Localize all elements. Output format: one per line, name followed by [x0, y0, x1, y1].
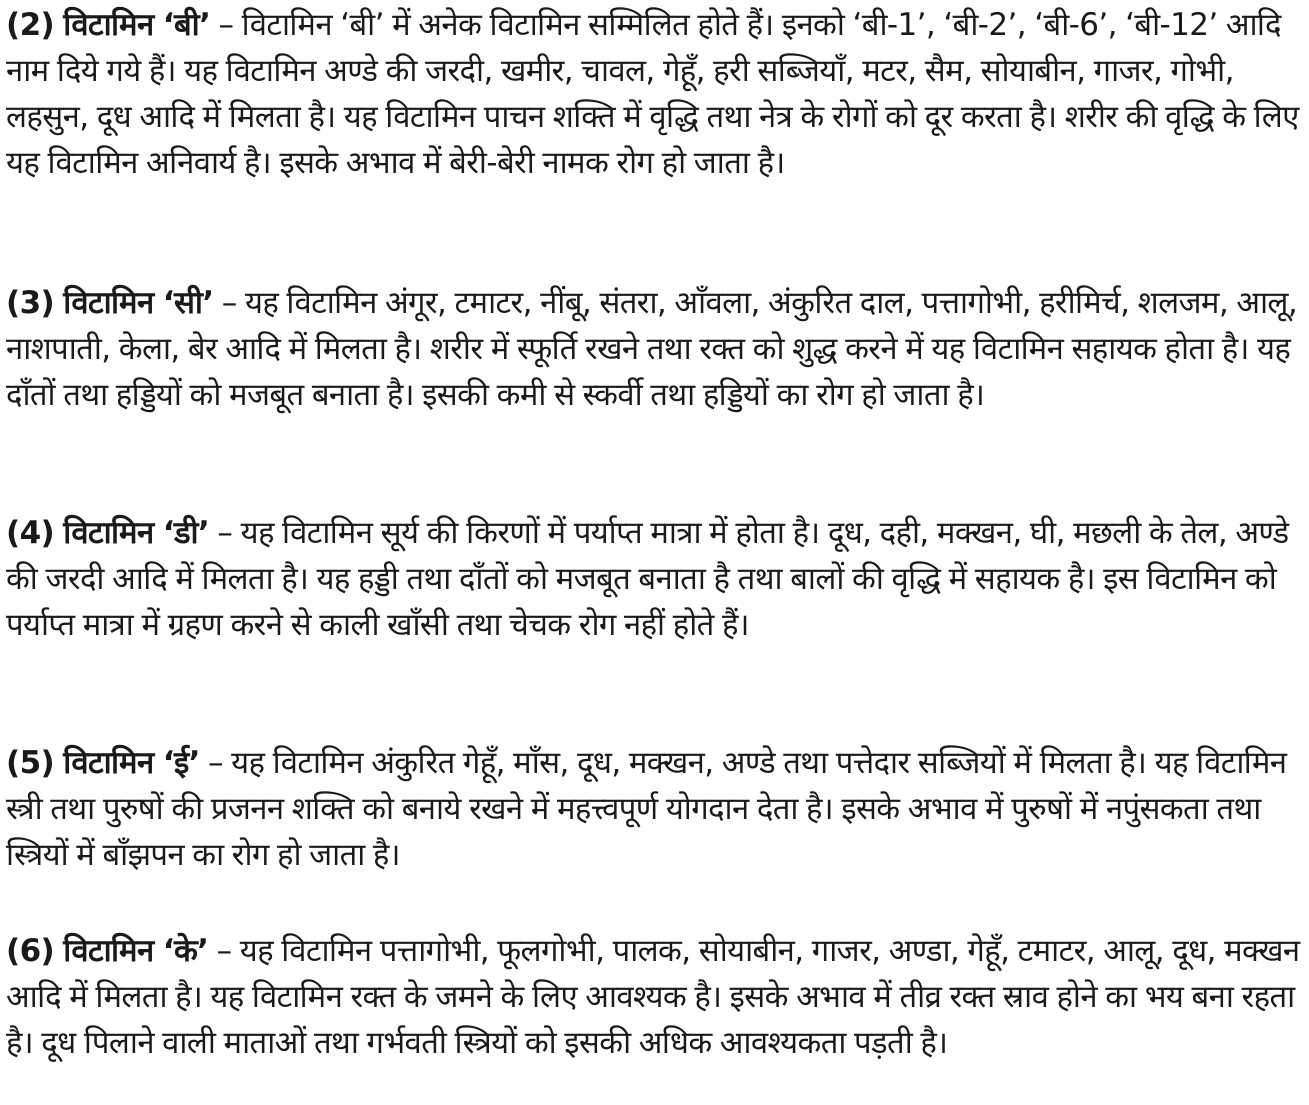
section-body: – यह विटामिन अंगूर, टमाटर, नींबू, संतरा, आँवला, अंकुरित दाल, पत्तागोभी, हरीमिर्च, शलजम, आलू, नाशपाती, केला, बेर आदि में मिलता है। शरीर में स्फूर्ति रखने तथा रक्त को शुद्ध करने में यह विटामिन सहायक होता है। यह दाँतों तथा हड्डियों को मजबूत बनाता है। इसकी कमी से स्कर्वी तथा हड्डियों का रोग हो जाता है। — [6, 285, 1298, 413]
section-heading: (5) विटामिन ‘ई’ — [6, 745, 200, 781]
section-body: – यह विटामिन पत्तागोभी, फूलगोभी, पालक, सोयाबीन, गाजर, अण्डा, गेहूँ, टमाटर, आलू, दूध, मक्खन आदि में मिलता है। यह विटामिन रक्त के जमने के लिए आवश्यक है। इसके अभाव में तीव्र रक्त स्राव होने का भय बना रहता है। दूध पिलाने वाली माताओं तथा गर्भवती स्त्रियों को इसकी अधिक आवश्यकता पड़ती है। — [6, 933, 1300, 1061]
section-vitamin-k — [6, 928, 1306, 1066]
section-vitamin-d — [6, 510, 1306, 648]
section-vitamin-c — [6, 280, 1306, 418]
section-heading: (6) विटामिन ‘के’ — [6, 933, 209, 969]
section-body: – विटामिन ‘बी’ में अनेक विटामिन सम्मिलित होते हैं। इनको ‘बी-1’, ‘बी-2’, ‘बी-6’, ‘बी-12’ आदि नाम दिये गये हैं। यह विटामिन अण्डे की जरदी, खमीर, चावल, गेहूँ, हरी सब्जियाँ, मटर, सैम, सोयाबीन, गाजर, गोभी, लहसुन, दूध आदि में मिलता है। यह विटामिन पाचन शक्ति में वृद्धि तथा नेत्र के रोगों को दूर करता है। शरीर की वृद्धि के लिए यह विटामिन अनिवार्य है। इसके अभाव में बेरी-बेरी नामक रोग हो जाता है। — [6, 7, 1299, 181]
section-body: – यह विटामिन सूर्य की किरणों में पर्याप्त मात्रा में होता है। दूध, दही, मक्खन, घी, मछली के तेल, अण्डे की जरदी आदि में मिलता है। यह हड्डी तथा दाँतों को मजबूत बनाता है तथा बालों की वृद्धि में सहायक है। इस विटामिन को पर्याप्त मात्रा में ग्रहण करने से काली खाँसी तथा चेचक रोग नहीं होते हैं। — [6, 515, 1289, 643]
section-heading: (2) विटामिन ‘बी’ — [6, 7, 211, 43]
section-body: – यह विटामिन अंकुरित गेहूँ, माँस, दूध, मक्खन, अण्डे तथा पत्तेदार सब्जियों में मिलता है। यह विटामिन स्त्री तथा पुरुषों की प्रजनन शक्ति को बनाये रखने में महत्त्वपूर्ण योगदान देता है। इसके अभाव में पुरुषों में नपुंसकता तथा स्त्रियों में बाँझपन का रोग हो जाता है। — [6, 745, 1287, 873]
section-vitamin-b — [6, 2, 1306, 186]
section-heading: (3) विटामिन ‘सी’ — [6, 285, 214, 321]
section-heading: (4) विटामिन ‘डी’ — [6, 515, 210, 551]
section-vitamin-e — [6, 740, 1306, 878]
